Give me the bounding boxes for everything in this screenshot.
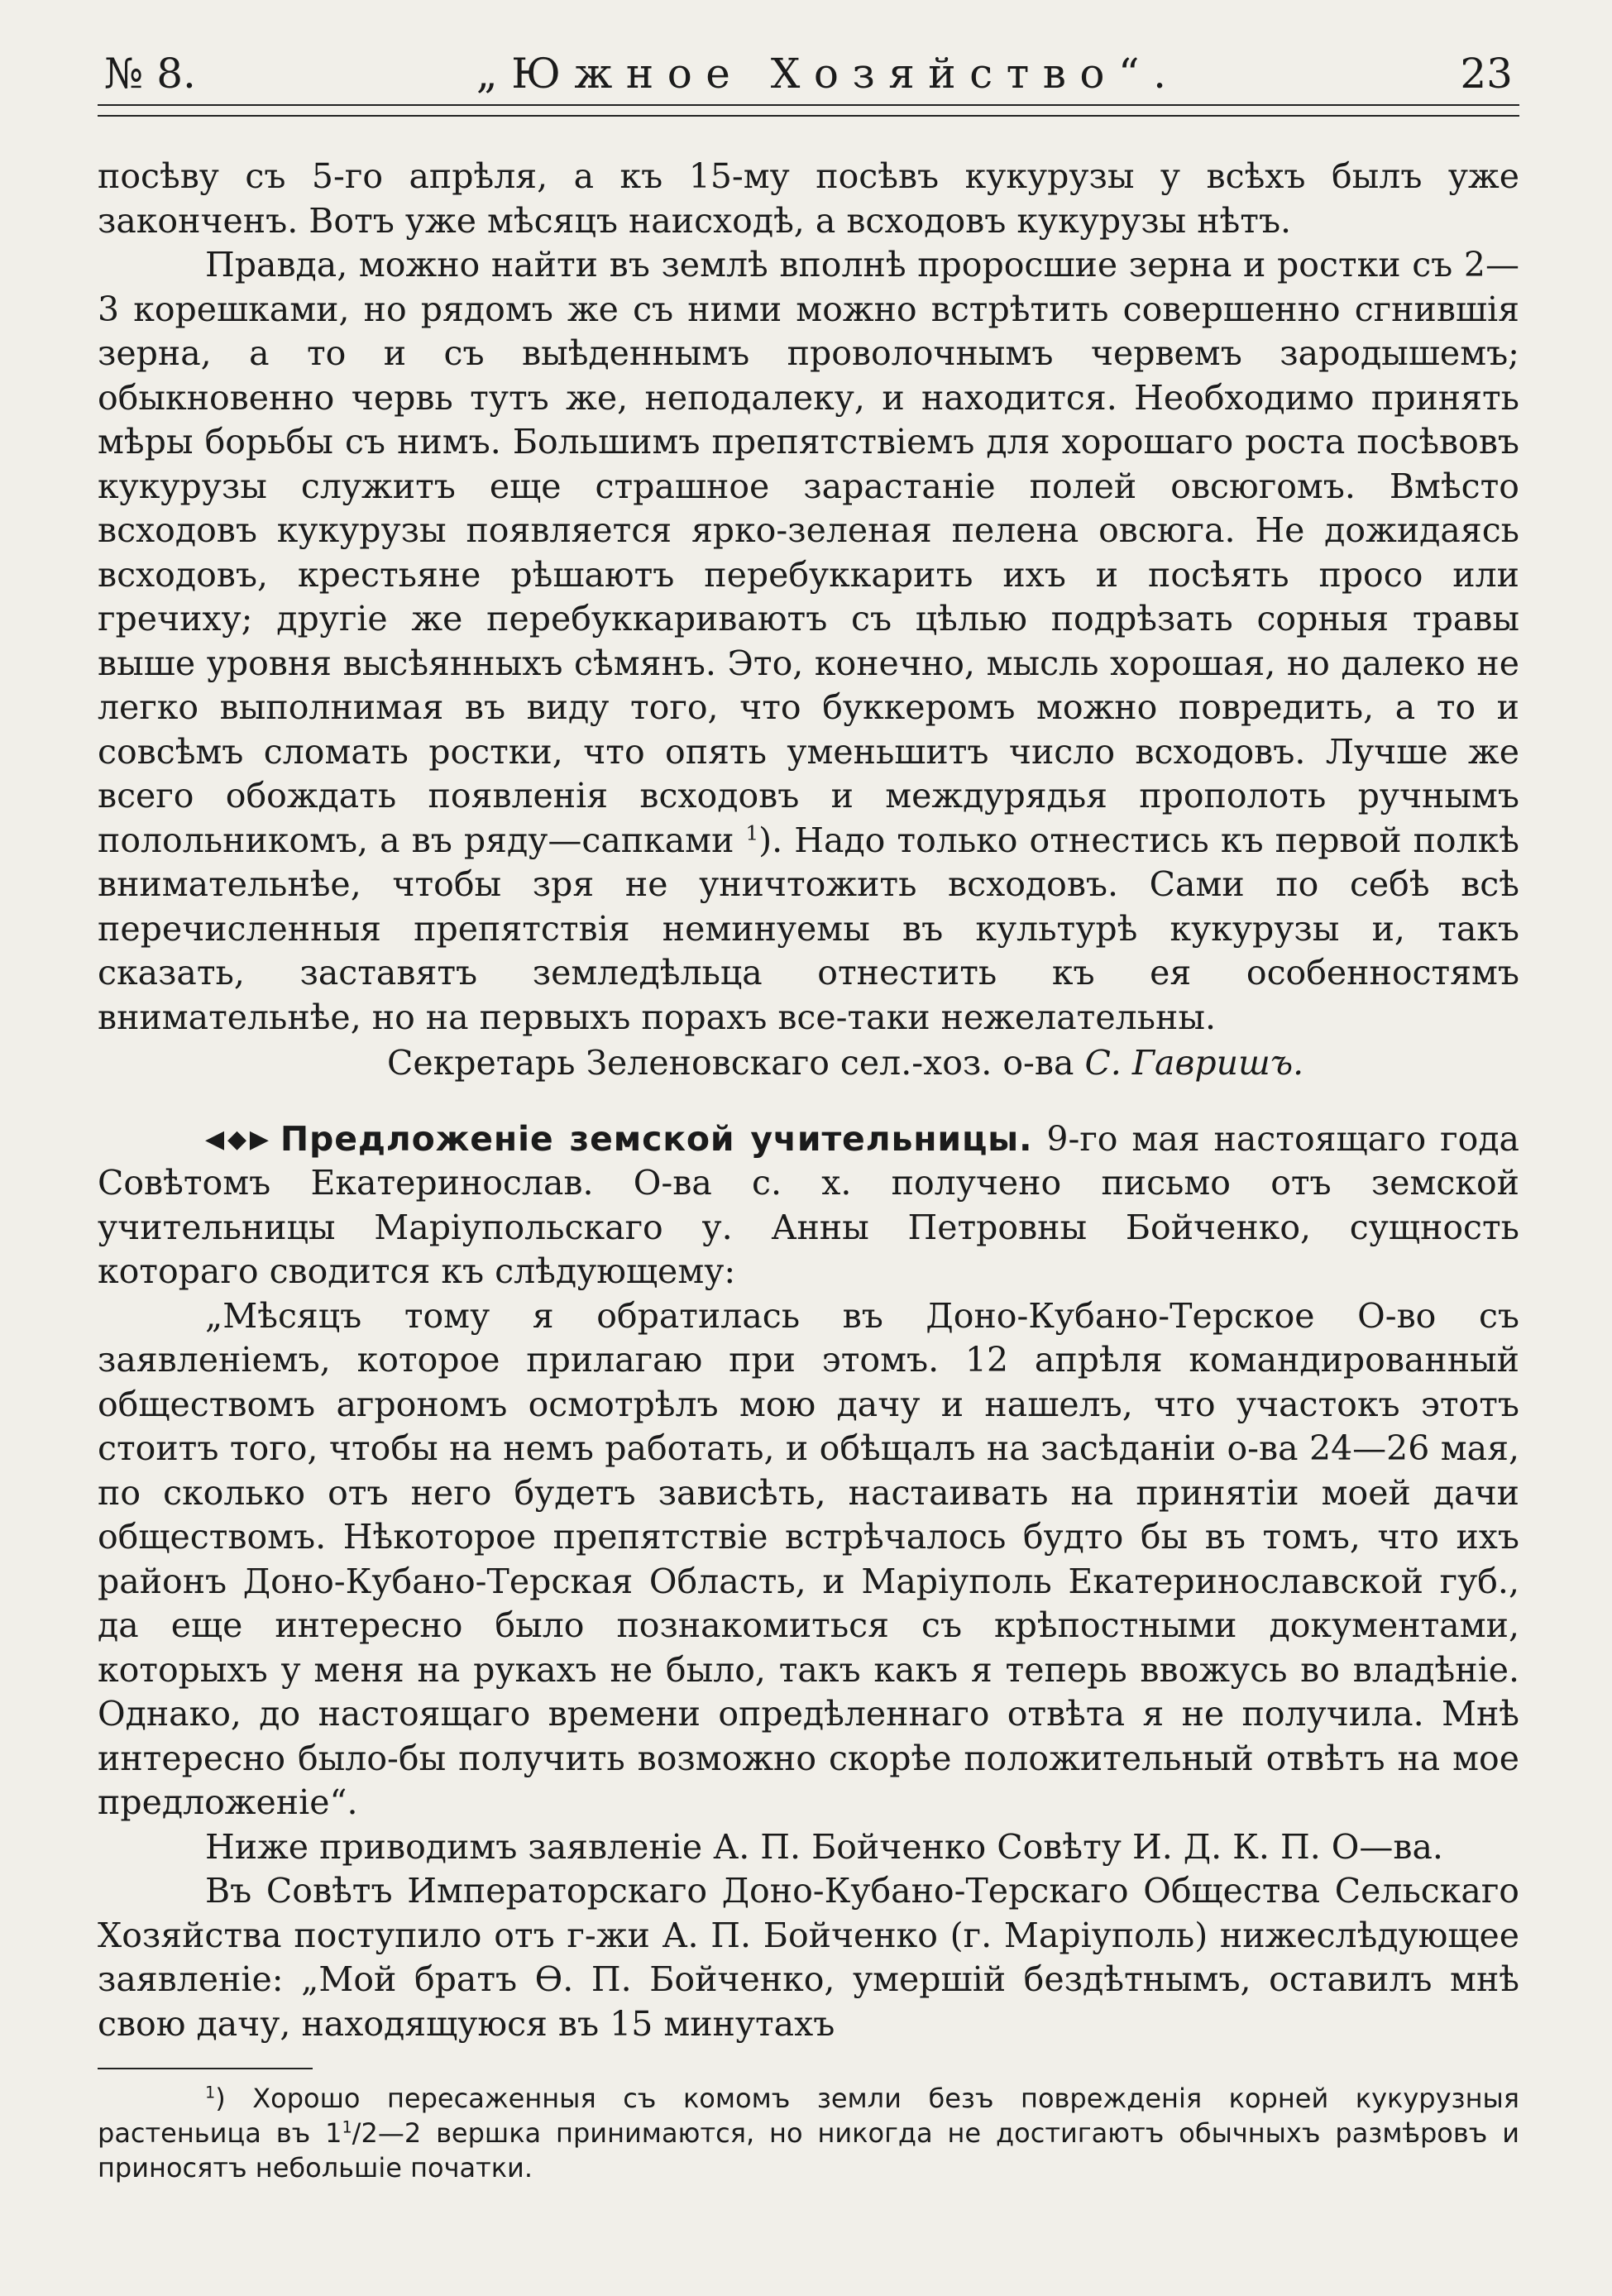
paragraph-statement-intro: Ниже приводимъ заявленіе А. П. Бойченко Совѣту И. Д. К. П. О—ва. bbox=[205, 1826, 1443, 1867]
running-header bbox=[98, 50, 1519, 98]
page-body bbox=[98, 155, 1519, 2185]
header-rule bbox=[98, 104, 1519, 117]
paragraph-text: Правда, можно найти въ землѣ вполнѣ проросшие зерна и ростки съ 2—3 корешками, но рядомъ же съ ними можно встрѣтить совершенно сгнившія зерна, а то и съ выѣденнымъ проволочнымъ червемъ зародышемъ; обыкновенно червь тутъ же, неподалеку, и находится. Необходимо принять мѣры борьбы съ нимъ. Большимъ препятствіемъ для хорошаго роста посѣвовъ кукурузы служитъ еще страшное зарастаніе полей овсюгомъ. Вмѣсто всходовъ кукурузы появляется ярко-зеленая пелена овсюга. Не дожидаясь всходовъ, крестьяне рѣшаютъ перебуккарить ихъ и посѣять просо или гречиху; другіе же перебуккариваютъ съ цѣлью подрѣзать сорныя травы выше уровня высѣянныхъ сѣмянъ. Это, конечно, мысль хорошая, но далеко не легко выполнимая въ виду того, что буккеромъ можно повредить, а то и совсѣмъ сломать ростки, что опять уменьшитъ число всходовъ. Лучше же всего обождать появленія всходовъ и междурядья прополоть ручнымъ полольникомъ, а въ ряду—сапками bbox=[98, 245, 1519, 860]
section-heading: Предложеніе земской учительницы. bbox=[280, 1118, 1033, 1159]
signature-line bbox=[98, 1041, 1519, 1086]
footnote-rule bbox=[98, 2068, 313, 2069]
footnote-text: /2—2 вершка принимаются, но никогда не достигаютъ обычныхъ размѣровъ и приносятъ небольшіе початки. bbox=[98, 2117, 1520, 2184]
paragraph-continued: посѣву съ 5-го апрѣля, а къ 15-му посѣвъ кукурузы у всѣхъ былъ уже законченъ. Вотъ уже мѣсяцъ наисходѣ, а всходовъ кукурузы нѣтъ. bbox=[98, 156, 1519, 241]
fraction-numerator: 1 bbox=[342, 2117, 352, 2137]
page-number: 23 bbox=[1460, 50, 1513, 98]
paragraph-proposal bbox=[98, 1117, 1519, 1294]
paragraph-text: 9-го мая настоящаго года Совѣтомъ Екатеринослав. О-ва с. х. получено письмо отъ земской учительницы Маріупольскаго у. Анны Петровны Бойченко, сущность котораго сводится къ слѣдующему: bbox=[98, 1118, 1520, 1291]
footnote-marker: 1 bbox=[745, 820, 759, 844]
footnote-number: 1 bbox=[205, 2083, 216, 2102]
paragraph-statement: Въ Совѣтъ Императорскаго Доно-Кубано-Терскаго Общества Сельскаго Хозяйства поступило отъ г-жи А. П. Бойченко (г. Маріуполь) нижеслѣдующее заявленіе: „Мой братъ Ѳ. П. Бойченко, умершій бездѣтнымъ, оставилъ мнѣ свою дачу, находящуюся въ 15 минутахъ bbox=[98, 1871, 1519, 2044]
signature-name: С. Гавришъ. bbox=[1084, 1043, 1304, 1083]
paragraph-pravda: Правда, можно найти въ землѣ вполнѣ проросшие зерна и ростки съ 2—3 корешками, но рядомъ же съ ними можно встрѣтить совершенно сгнившія зерна, а то и съ выѣденнымъ проволочнымъ червемъ зародышемъ; обыкновенно червь тутъ же, неподалеку, и находится. Необходимо принять мѣры борьбы съ нимъ. Большимъ препятствіемъ для хорошаго роста посѣвовъ кукурузы служитъ еще страшное зарастаніе полей овсюгомъ. Вмѣсто всходовъ кукурузы появляется ярко-зеленая пелена овсюга. Не дожидаясь всходовъ, крестьяне рѣшаютъ перебуккарить ихъ и посѣять просо или гречиху; другіе же перебуккариваютъ съ цѣлью подрѣзать сорныя травы выше уровня высѣянныхъ сѣмянъ. Это, конечно, мысль хорошая, но далеко не легко выполнимая въ виду того, что буккеромъ можно повредить, а то и совсѣмъ сломать ростки, что опять уменьшитъ число всходовъ. Лучше же всего обождать появленія всходовъ и междурядья прополоть ручнымъ полольникомъ, а въ ряду—сапками $^1$). Надо только отнестись къ первой полкѣ внимательнѣе, чтобы зря не уничтожить всходовъ. Сами по себѣ всѣ перечисленныя препятствія неминуемы въ культурѣ кукурузы и, такъ сказать, заставятъ земледѣльца отнестить къ ея особенностямъ внимательнѣе, но на первыхъ порахъ все-таки нежелательны. bbox=[98, 245, 1520, 1037]
footnote bbox=[98, 2081, 1519, 2185]
issue-number: № 8. bbox=[104, 50, 196, 98]
paragraph-text: . Надо только отнестись къ первой полкѣ внимательнѣе, чтобы зря не уничтожить всходовъ. Сами по себѣ всѣ перечисленныя препятствія неминуемы въ культурѣ кукурузы и, такъ сказать, заставятъ земледѣльца отнестить къ ея особенностямъ внимательнѣе, но на первыхъ порахъ все-таки нежелательны. bbox=[98, 820, 1520, 1037]
ornament-icon: ◀◆▶ bbox=[205, 1124, 272, 1154]
quoted-letter: „Мѣсяцъ тому я обратилась въ Доно-Кубано-Терское О-во съ заявленіемъ, которое прилагаю при этомъ. 12 апрѣля командированный обществомъ агрономъ осмотрѣлъ мою дачу и нашелъ, что участокъ этотъ стоитъ того, чтобы на немъ работать, и обѣщалъ на засѣданіи о-ва 24—26 мая, по сколько отъ него будетъ зависѣть, настаивать на принятіи моей дачи обществомъ. Нѣкоторое препятствіе встрѣчалось будто бы въ томъ, что ихъ районъ Доно-Кубано-Терская Область, и Маріуполь Екатеринославской губ., да еще интересно было познакомиться съ крѣпостными документами, которыхъ у меня на рукахъ не было, такъ какъ я теперь ввожусь во владѣніе. Однако, до настоящаго времени опредѣленнаго отвѣта я не получила. Мнѣ интересно было-бы получить возможно скорѣе положительный отвѣтъ на мое предложеніе“. bbox=[98, 1295, 1519, 1822]
journal-title: „Южное Хозяйство“. bbox=[476, 50, 1180, 98]
section-gap bbox=[98, 1086, 1519, 1117]
signature-position: Секретарь Зеленовскаго сел.-хоз. о-ва bbox=[387, 1043, 1074, 1083]
footnote-text: ) Хорошо пересаженныя съ комомъ земли безъ поврежденія корней кукурузныя растеньица въ 1 bbox=[98, 2083, 1519, 2149]
